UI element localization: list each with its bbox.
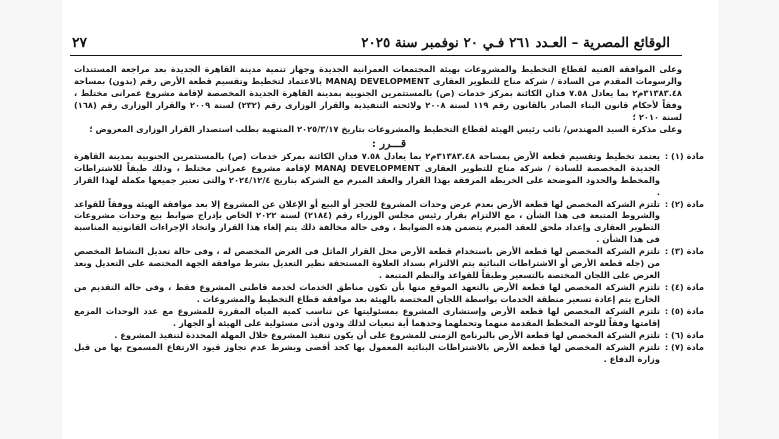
article-label: مادة (١) : <box>664 150 704 161</box>
article-label: مادة (٥) : <box>664 306 704 317</box>
article-1 <box>74 151 704 199</box>
article-label: مادة (٤) : <box>664 282 704 293</box>
article-6 <box>74 330 704 342</box>
article-4 <box>74 282 704 306</box>
article-label: مادة (٦) : <box>664 330 704 341</box>
gazette-header-title: الوقائع المصرية – العـدد ٢٦١ فـي ٢٠ نوفمبر سنة ٢٠٢٥ <box>361 35 670 51</box>
decree-body <box>74 64 704 366</box>
article-text: تلتزم الشركة المخصص لها قطعة الأرض بالبرنامج الزمنى للمشروع على أن يكون تنفيذ المشروع خلال المهلة المحددة لتنفيذ المشروع . <box>114 330 660 341</box>
article-2 <box>74 199 704 247</box>
header-rule <box>70 55 682 56</box>
decision-heading: قـــرر : <box>371 136 407 150</box>
article-3 <box>74 246 704 282</box>
article-label: مادة (٣) : <box>664 246 704 257</box>
article-label: مادة (٧) : <box>664 341 704 352</box>
article-text: تلتزم الشركة المخصص لها قطعة الأرض باستخدام قطعة الأرض محل القرار الماثل فى الغرض المخصص له ، وفى حالة تعديل النشاط المخصص من (جله قطعة الأرض أو الاشتراطات البنائية يتم الالتزام بسداد العلاوة المستحقة نظير التعديل بشرط موافقة الجهة المختصة على التعديل وبعد العرض على اللجان المختصة بالتسعير وطبقاً للقواعد والنظم المتبعة . <box>74 246 660 281</box>
article-text: تلتزم الشركة المخصص لها قطعة الأرض وإستشارى المشروع بمسئوليتها عن تناسب كمية المياه المقررة للمشروع مع عدد الوحدات المزمع إقامتها وفقاً للوحة المخطط المقدمة منهما وتحملهما وحدهما أية تبعيات لذلك ودون أدنى مسئولية على الهيئة أو الجهاز . <box>74 306 660 329</box>
intro-paragraph <box>74 124 704 136</box>
page-header <box>62 35 718 55</box>
article-7 <box>74 342 704 366</box>
article-text: تلتزم الشركة المخصص لها قطعة الأرض بالتعهد الموقع منها بأن تكون مناطق الخدمات لخدمة قاطنى المشروع فقط ، وفى حالة التقديم من الخارج يتم إعادة تسعير منطقة الخدمات بواسطة اللجان المختصة بالهيئة بعد موافقة قطاع التخطيط والمشروعات . <box>74 282 660 305</box>
intro-paragraph <box>74 64 704 124</box>
article-label: مادة (٢) : <box>664 198 704 209</box>
article-5 <box>74 306 704 330</box>
article-text: تلتزم الشركة المخصص لها قطعة الأرض بعدم عرض وحدات المشروع للحجز أو البيع أو الإعلان عن المشروع إلا بعد موافقة الهيئة ووفقاً للقواعد والشروط المتبعة فى هذا الشأن ، مع الالتزام بقرار رئيس مجلس الوزراء رقم (٢١٨٤) لسنة ٢٠٢٢ الخاص بإدراج ضوابط بيع وحدات مشروعات التطوير العقارى وإعداد ملحق للعقد المبرم يتضمن هذه الضوابط ، وفى حالة مخالفة ذلك يتم إلغاء هذا القرار واتخاذ الإجراءات القانونية المناسبة فى هذا الشأن . <box>74 198 660 245</box>
gazette-page <box>62 0 718 439</box>
article-text: تلتزم الشركة المخصص لها قطعة الأرض بالاشتراطات البنائية المعمول بها كحد أقصى وبشرط عدم تجاوز قيود الارتفاع المسموح بها من قبل وزارة الدفاع . <box>74 341 660 364</box>
intro-text-1: وعلى الموافقة الفنية لقطاع التخطيط والمشروعات بهيئة المجتمعات العمرانية الجديدة وجهاز تنمية مدينة القاهرة الجديدة بعد مراجعة المستندات والرسومات المقدم من السادة / شركة مناج للتطوير العقارى MANAJ DEVELOPMENT بالاعتماد لتخطيط وتقسيم قطعة الأرض رقم (بدون) بمساحة ٣١٣٨٣.٤٨م٢ بما يعادل ٧.٥٨ فدان الكائنة بمركز خدمات (ص) بالمستثمرين الجنوبية بمدينة القاهرة الجديدة المخصصة لإقامة مشروع عمرانى مختلط ، وفقاً لأحكام قانون البناء الصادر بالقانون رقم ١١٩ لسنة ٢٠٠٨ ولائحته التنفيذية والقرار الوزارى رقم (٢٣٢) لسنة ٢٠٠٩ والقرار الوزارى رقم (١٦٨) لسنة ٢٠١٠ ؛ <box>74 64 683 122</box>
intro-text-2: وعلى مذكرة السيد المهندس/ نائب رئيس الهيئة لقطاع التخطيط والمشروعات بتاريخ ٢٠٢٥/٣/١٧ المنتهية بطلب استصدار القرار الوزارى المعروض ؛ <box>89 123 682 134</box>
page-number: ٢٧ <box>72 35 88 51</box>
article-text: يعتمد تخطيط وتقسيم قطعة الأرض بمساحة ٣١٣٨٣.٤٨م٢ بما يعادل ٧.٥٨ فدان الكائنة بمركز خدمات (ص) بالمستثمرين الجنوبية بمدينة القاهرة الجديدة المخصصة للسادة / شركة مناج للتطوير العقارى MANAJ DEVELOPMENT لإقامة مشروع عمرانى مختلط ، وذلك طبقاً للاشتراطات والمخطط والحدود الموضحة على الخريطة المرفقة بهذا القرار والعقد المبرم مع الشركة بتاريخ ٢٠٢٤/١٢/٤ والتى تعتبر جميعها مكملة لهذا القرار . <box>74 150 660 197</box>
